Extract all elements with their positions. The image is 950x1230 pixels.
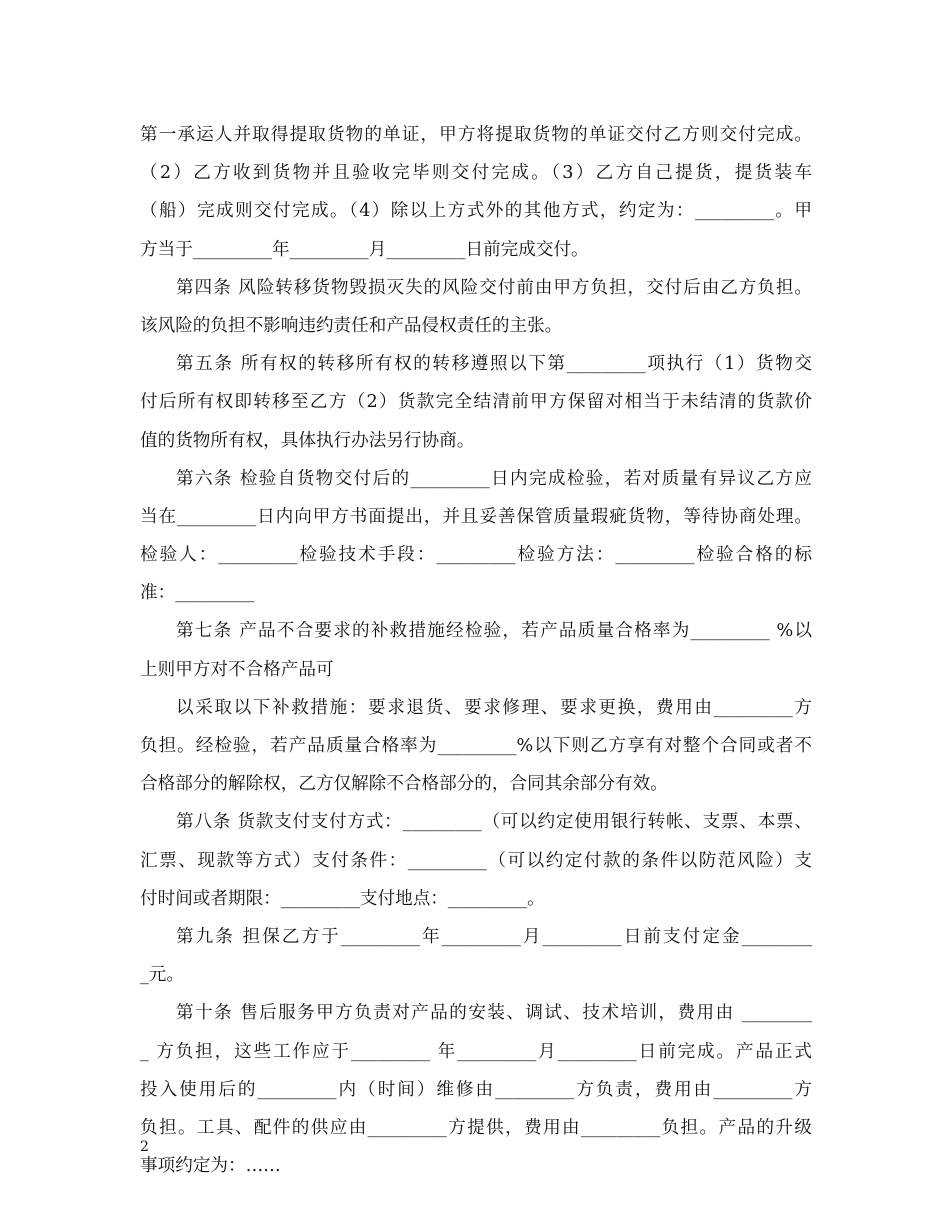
text-line: _ 方负担，这些工作应于_________ 年_________月_________日前完成。产品正式: [140, 1041, 812, 1062]
clause-5-line: 第五条 所有权的转移所有权的转移遵照以下第_________项执行（1）货物交: [176, 354, 812, 375]
text-line: _元。: [140, 965, 184, 986]
clause-10-line: 第十条 售后服务甲方负责对产品的安装、调试、技术培训，费用由 ________: [176, 1003, 812, 1024]
page-number: 2: [140, 1139, 149, 1155]
text-line: 准：_________: [140, 583, 255, 604]
text-line: 该风险的负担不影响违约责任和产品侵权责任的主张。: [140, 315, 563, 336]
text-line: 以采取以下补救措施：要求退货、要求修理、要求更换，费用由_________方: [176, 697, 812, 718]
clause-8-line: 第八条 货款支付支付方式：_________（可以约定使用银行转帐、支票、本票、: [176, 812, 812, 833]
text-line: 事项约定为：……: [140, 1156, 281, 1177]
text-line: （船）完成则交付完成。（4）除以上方式外的其他方式，约定为：_________。甲: [140, 201, 812, 222]
text-line: 负担。经检验，若产品质量合格率为_________%以下则乙方享有对整个合同或者不: [140, 736, 812, 756]
text-line: 汇票、现款等方式）支付条件：_________（可以约定付款的条件以防范风险）支: [140, 850, 812, 871]
clause-9-line: 第九条 担保乙方于_________年_________月_________日前支付定金________: [176, 926, 812, 947]
contract-text: [140, 116, 812, 1185]
text-line: 上则甲方对不合格产品可: [140, 659, 334, 680]
text-line: 值的货物所有权，具体执行办法另行协商。: [140, 430, 475, 451]
clause-4-line: 第四条 风险转移货物毁损灭失的风险交付前由甲方负担，交付后由乙方负担。: [176, 277, 812, 298]
text-line: （2）乙方收到货物并且验收完毕则交付完成。（3）乙方自己提货，提货装车: [140, 163, 812, 184]
text-line: 第一承运人并取得提取货物的单证，甲方将提取货物的单证交付乙方则交付完成。: [140, 125, 812, 145]
text-line: 付后所有权即转移至乙方（2）货款完全结清前甲方保留对相当于未结清的货款价: [140, 392, 812, 413]
text-line: 投入使用后的_________内（时间）维修由_________方负责，费用由_________方: [140, 1079, 812, 1100]
clause-7-line: 第七条 产品不合要求的补救措施经检验，若产品质量合格率为_________ %以: [176, 621, 812, 642]
clause-6-line: 第六条 检验自货物交付后的_________日内完成检验，若对质量有异议乙方应: [176, 468, 812, 489]
text-line: 合格部分的解除权，乙方仅解除不合格部分的，合同其余部分有效。: [140, 774, 668, 795]
text-line: 负担。工具、配件的供应由_________方提供，费用由_________负担。产品的升级: [140, 1117, 812, 1138]
text-line: 付时间或者期限：_________支付地点：_________。: [140, 888, 545, 909]
text-line: 当在_________日内向甲方书面提出，并且妥善保管质量瑕疵货物，等待协商处理。: [140, 506, 812, 527]
text-line: 方当于_________年_________月_________日前完成交付。: [140, 239, 589, 260]
text-line: 检验人：_________检验技术手段：_________检验方法：_________检验合格的标: [140, 545, 812, 566]
